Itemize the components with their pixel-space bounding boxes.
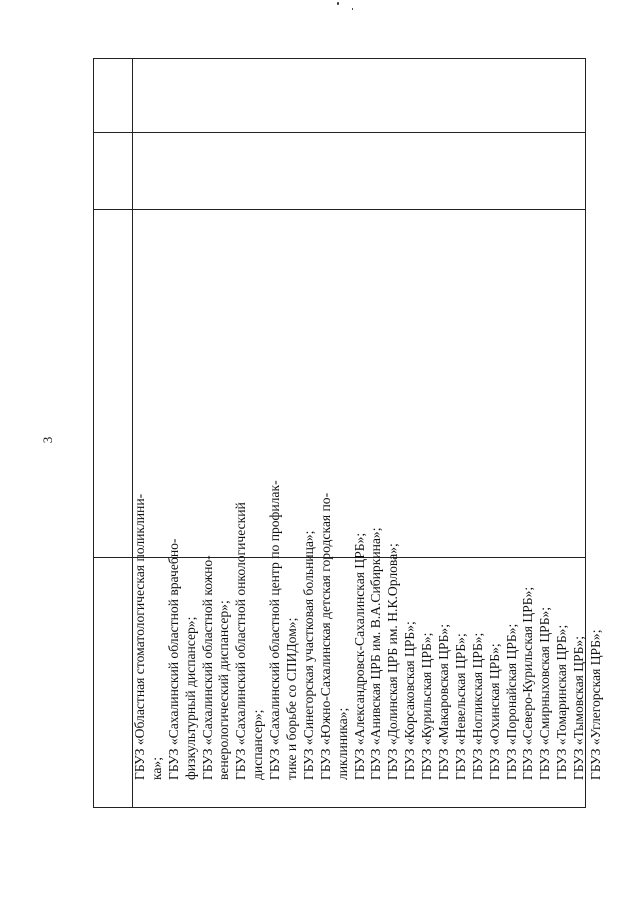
text-line: ГБУЗ «Сахалинский областной онкологический — [233, 502, 249, 780]
scan-speck — [352, 8, 353, 10]
table-row-divider — [94, 132, 585, 133]
text-line: ГБУЗ «Охинская ЦРБ»; — [486, 643, 502, 780]
text-line: венерологический диспансер»; — [216, 600, 232, 780]
text-line: ГБУЗ «Долинская ЦРБ им. Н.К.Орлова»; — [385, 543, 401, 780]
text-line: ГБУЗ «Поронайская ЦРБ»; — [503, 623, 519, 780]
text-line: ГБУЗ «Смирныховская ЦРБ»; — [537, 606, 553, 780]
text-line: ГБУЗ «Невельская ЦРБ»; — [452, 633, 468, 780]
text-line: ГБУЗ «Сахалинский областной кожно- — [199, 555, 215, 780]
text-line: ГБУЗ «Томаринская ЦРБ»; — [554, 624, 570, 780]
text-line: ГБУЗ «Северо-Курильская ЦРБ»; — [520, 586, 536, 780]
text-line: физкультурный диспансер»; — [182, 616, 198, 780]
text-line: ГБУЗ «Курильская ЦРБ»; — [419, 632, 435, 780]
text-line: ГБУЗ «Углегорская ЦРБ»; — [588, 629, 604, 780]
text-line: тике и борьбе со СПИДом»; — [284, 617, 300, 780]
text-line: ГБУЗ «Анивская ЦРБ им. В.А.Сибиркина»; — [368, 527, 384, 780]
text-line: ГБУЗ «Макаровская ЦРБ»; — [436, 624, 452, 780]
scan-speck — [337, 2, 339, 5]
text-line: диспансер»; — [250, 709, 266, 780]
text-line: ка»; — [148, 756, 164, 780]
text-line: ГБУЗ «Ногликская ЦРБ»; — [469, 632, 485, 780]
text-line: ГБУЗ «Сахалинский областной центр по профилак- — [267, 480, 283, 780]
text-line: ГБУЗ «Александровск-Сахалинская ЦРБ»; — [351, 532, 367, 780]
text-line: ГБУЗ «Синегорская участковая больница»; — [300, 530, 316, 780]
text-line: ГБУЗ «Областная стоматологическая поликлини- — [132, 493, 147, 780]
text-line: ГБУЗ «Тымовская ЦРБ»; — [571, 635, 587, 780]
text-line: ГБУЗ «Южно-Сахалинская детская городская по- — [317, 492, 333, 780]
page-number: 3 — [40, 436, 55, 444]
institution-list — [132, 210, 605, 780]
text-line: ГБУЗ «Корсаковская ЦРБ»; — [402, 621, 418, 780]
text-line: ликлиника»; — [334, 707, 350, 780]
text-line: ГБУЗ «Сахалинский областной врачебно- — [165, 538, 181, 780]
